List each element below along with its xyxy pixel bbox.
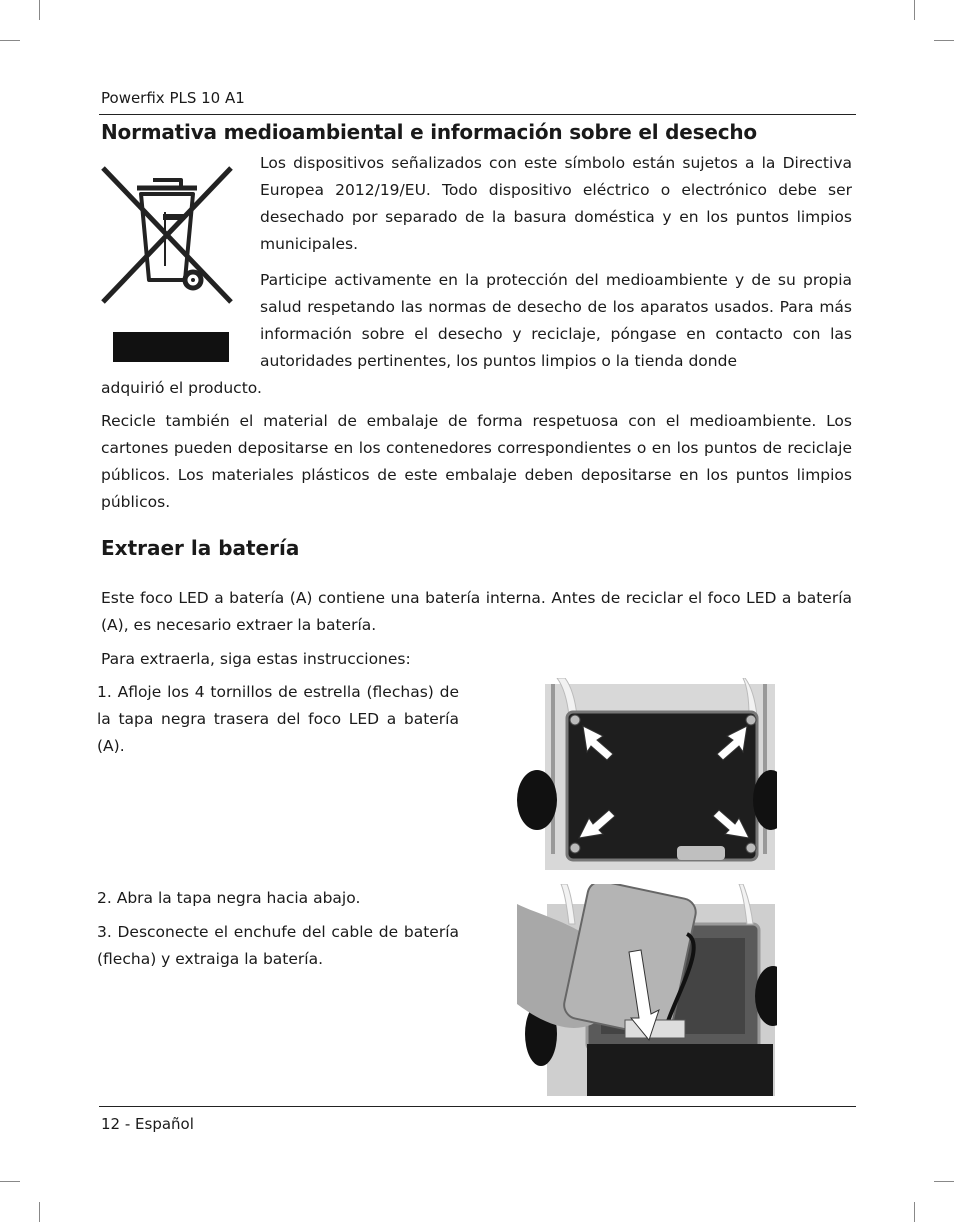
crop-mark <box>914 1202 915 1222</box>
crop-mark <box>934 1181 954 1182</box>
crop-mark <box>39 1202 40 1222</box>
page-number: 12 - Español <box>101 1115 194 1133</box>
crop-mark <box>39 0 40 20</box>
battery-paragraph-1: Este foco LED a batería (A) contiene una batería interna. Antes de reciclar el foco LED a batería (A), es necesario extraer la batería. <box>101 589 852 634</box>
photo-remove-battery <box>517 884 777 1096</box>
step-2-text: 2. Abra la tapa negra hacia abajo. <box>97 889 361 907</box>
crop-mark <box>0 40 20 41</box>
step-3-text: 3. Desconecte el enchufe del cable de batería (flecha) y extraiga la batería. <box>97 923 459 968</box>
section-heading-battery: Extraer la batería <box>101 536 300 560</box>
environment-paragraph-1: Los dispositivos señalizados con este símbolo están sujetos a la Directiva Europea 2012/19/EU. Todo dispositivo eléctrico o electrónico debe ser desechado por separado de la basura doméstica y en los puntos limpios municipales. <box>260 154 852 253</box>
crossed-out-wheelie-bin-icon <box>101 162 233 362</box>
crop-mark <box>0 1181 20 1182</box>
environment-paragraph-3: Recicle también el material de embalaje de forma respetuosa con el medioambiente. Los cartones pueden depositarse en los contenedores correspondientes o en los puntos de reciclaje públicos. Los materiales plásticos de este embalaje deben depositarse en los puntos limpios públicos. <box>101 412 852 511</box>
running-header: Powerfix PLS 10 A1 <box>101 89 245 107</box>
crop-mark <box>934 40 954 41</box>
footer-rule <box>99 1106 856 1107</box>
crop-mark <box>914 0 915 20</box>
environment-paragraph-2: Participe activamente en la protección del medioambiente y de su propia salud respetando las normas de desecho de los aparatos usados. Para más información sobre el desecho y reciclaje, póngase en contacto con las autoridades pertinentes, los puntos limpios o la tienda donde <box>260 271 852 370</box>
environment-paragraph-2-end: adquirió el producto. <box>101 379 262 397</box>
header-rule <box>99 114 856 115</box>
photo-back-cover-screws <box>517 678 777 870</box>
section-heading-environment: Normativa medioambiental e información sobre el desecho <box>101 120 757 144</box>
battery-paragraph-2: Para extraerla, siga estas instrucciones: <box>101 650 411 668</box>
step-1-text: 1. Afloje los 4 tornillos de estrella (flechas) de la tapa negra trasera del foco LED a batería (A). <box>97 683 459 755</box>
